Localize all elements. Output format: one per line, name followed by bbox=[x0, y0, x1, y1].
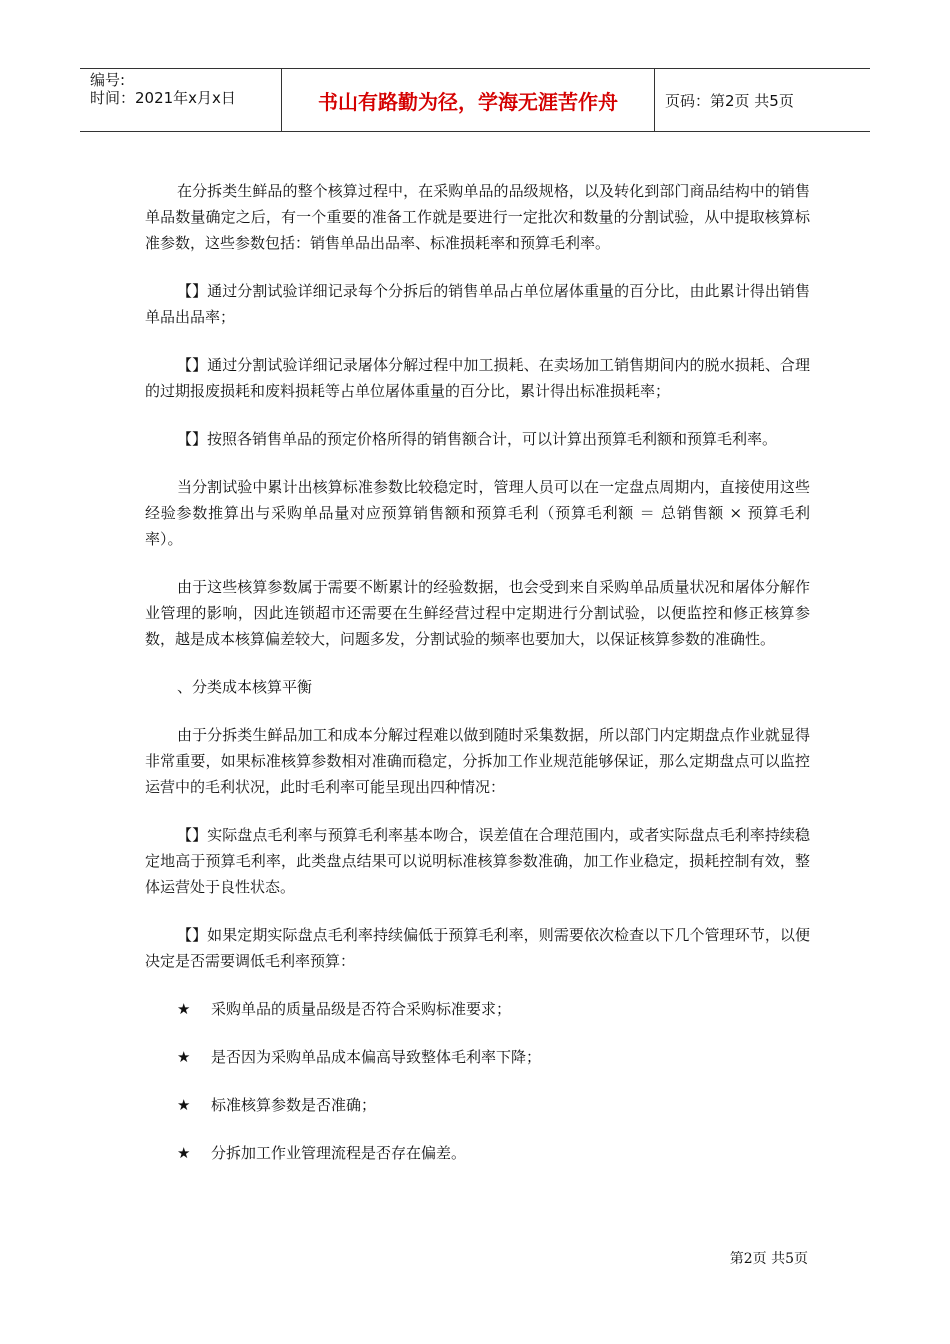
checklist-item bbox=[145, 996, 810, 1022]
header-table bbox=[80, 68, 870, 132]
checklist-item-text: 分拆加工作业管理流程是否存在偏差。 bbox=[211, 1144, 467, 1162]
page-footer: 第2页 共5页 bbox=[729, 1251, 808, 1267]
checklist-item bbox=[145, 1092, 810, 1118]
document-number-label: 编号: bbox=[90, 71, 126, 89]
checklist-item-text: 采购单品的质量品级是否符合采购标准要求； bbox=[211, 1000, 512, 1018]
star-icon: ★ bbox=[177, 1000, 191, 1018]
paragraph: 【】通过分割试验详细记录每个分拆后的销售单品占单位屠体重量的百分比，由此累计得出销售单品出品率； bbox=[145, 282, 810, 326]
checklist-item bbox=[145, 1044, 810, 1070]
paragraph: 【】按照各销售单品的预定价格所得的销售额合计，可以计算出预算毛利额和预算毛利率。 bbox=[177, 430, 778, 448]
paragraph: 当分割试验中累计出核算标准参数比较稳定时，管理人员可以在一定盘点周期内，直接使用这些经验参数推算出与采购单品量对应预算销售额和预算毛利（预算毛利额 ＝ 总销售额 × 预算毛利率）。 bbox=[145, 478, 810, 548]
document-body bbox=[145, 178, 810, 1188]
paragraph: 【】实际盘点毛利率与预算毛利率基本吻合，误差值在合理范围内，或者实际盘点毛利率持续稳定地高于预算毛利率，此类盘点结果可以说明标准核算参数准确，加工作业稳定，损耗控制有效，整体运营处于良性状态。 bbox=[145, 826, 810, 896]
checklist-item bbox=[145, 1140, 810, 1166]
star-icon: ★ bbox=[177, 1096, 191, 1114]
header-motto: 书山有路勤为径，学海无涯苦作舟 bbox=[282, 69, 655, 131]
paragraph: 【】通过分割试验详细记录屠体分解过程中加工损耗、在卖场加工销售期间内的脱水损耗、合理的过期报废损耗和废料损耗等占单位屠体重量的百分比，累计得出标准损耗率； bbox=[145, 356, 810, 400]
header-meta bbox=[80, 69, 282, 131]
paragraph: 由于这些核算参数属于需要不断累计的经验数据，也会受到来自采购单品质量状况和屠体分解作业管理的影响，因此连锁超市还需要在生鲜经营过程中定期进行分割试验，以便监控和修正核算参数，越是成本核算偏差较大，问题多发，分割试验的频率也要加大，以保证核算参数的准确性。 bbox=[145, 578, 810, 648]
checklist-item-text: 标准核算参数是否准确； bbox=[211, 1096, 377, 1114]
star-icon: ★ bbox=[177, 1144, 191, 1162]
star-icon: ★ bbox=[177, 1048, 191, 1066]
section-heading: 、分类成本核算平衡 bbox=[177, 678, 313, 696]
document-date: 时间：2021年x月x日 bbox=[90, 89, 236, 107]
paragraph: 【】如果定期实际盘点毛利率持续偏低于预算毛利率，则需要依次检查以下几个管理环节，以便决定是否需要调低毛利率预算： bbox=[145, 926, 810, 970]
header-page-info: 页码：第2页 共5页 bbox=[665, 91, 794, 110]
checklist-item-text: 是否因为采购单品成本偏高导致整体毛利率下降； bbox=[211, 1048, 542, 1066]
paragraph: 在分拆类生鲜品的整个核算过程中，在采购单品的品级规格，以及转化到部门商品结构中的销售单品数量确定之后，有一个重要的准备工作就是要进行一定批次和数量的分割试验，从中提取核算标准参数，这些参数包括：销售单品出品率、标准损耗率和预算毛利率。 bbox=[145, 182, 810, 252]
paragraph: 由于分拆类生鲜品加工和成本分解过程难以做到随时采集数据，所以部门内定期盘点作业就显得非常重要，如果标准核算参数相对准确而稳定，分拆加工作业规范能够保证，那么定期盘点可以监控运营中的毛利状况，此时毛利率可能呈现出四种情况： bbox=[145, 726, 810, 796]
